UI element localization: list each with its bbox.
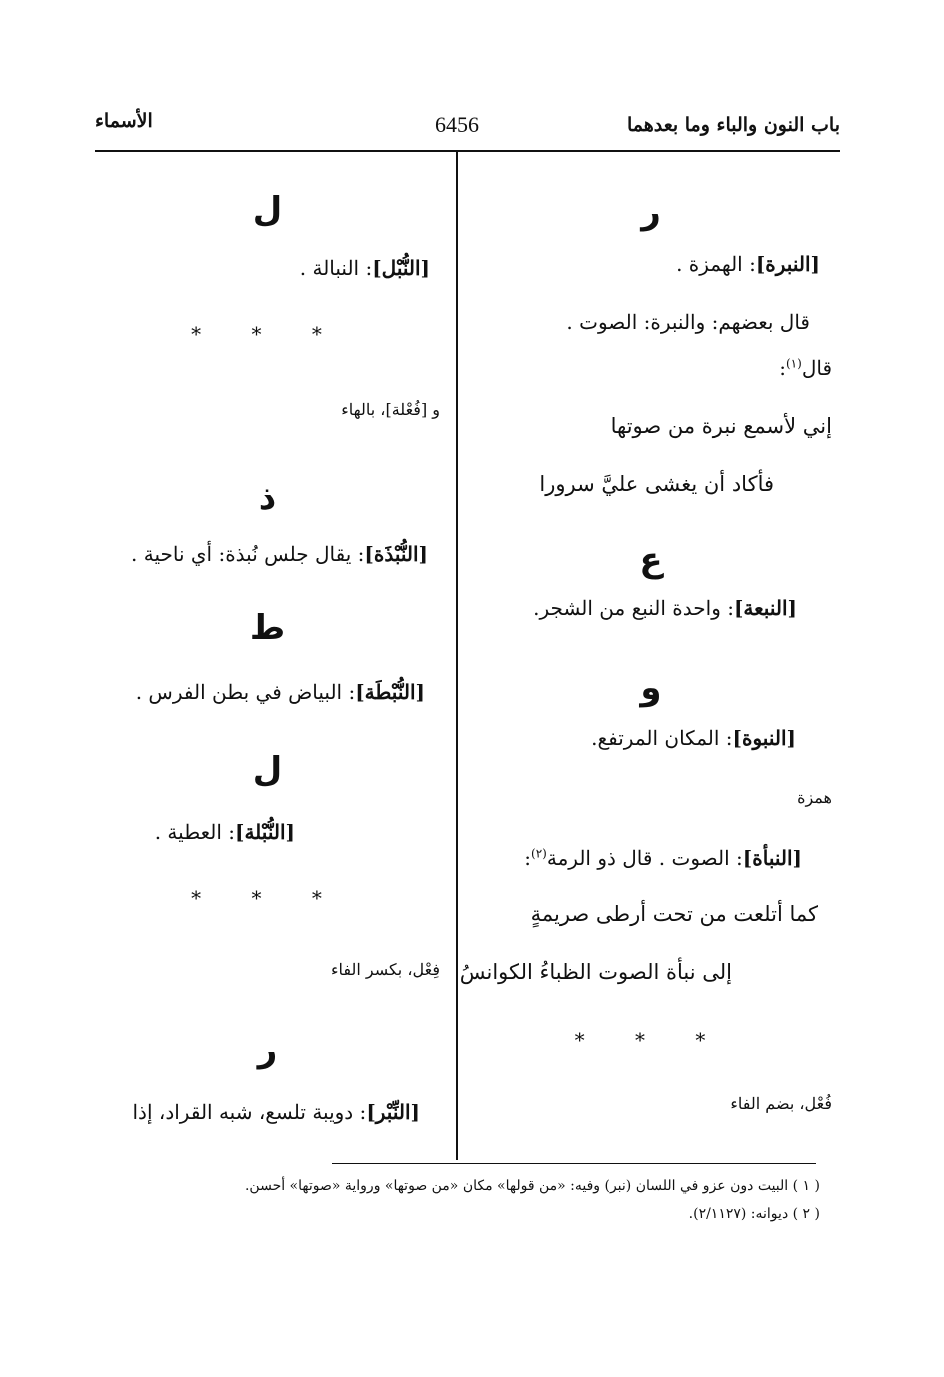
left-entry	[95, 1100, 440, 1124]
right-entry	[470, 846, 832, 870]
entry-tail: :	[524, 846, 532, 870]
footnote-rule	[332, 1163, 816, 1164]
entry-tail: :	[779, 356, 786, 380]
entry-definition: : الصوت . قال ذو الرمة	[546, 846, 743, 870]
left-entry	[95, 820, 440, 844]
entry-headword: [النبعة]	[733, 596, 797, 620]
footnote-ref: (٢)	[531, 846, 547, 861]
right-verse: فأكاد أن يغشى عليَّ سرورا	[539, 472, 774, 496]
entry-definition: : المكان المرتفع.	[591, 726, 733, 750]
entry-headword: [النُّبْل]	[372, 256, 430, 280]
footnote-ref: (١)	[785, 356, 802, 371]
right-heading: فُعْل، بضم الفاء	[730, 1094, 832, 1113]
left-letter: ط	[249, 608, 286, 648]
entry-headword: [النبرة]	[755, 252, 820, 276]
entry-definition: قال بعضهم: والنبرة: الصوت .	[566, 310, 810, 334]
left-heading: فِعْل، بكسر الفاء	[330, 960, 440, 979]
entry-headword: [النُّبْذَة]	[364, 542, 428, 566]
right-letter: و	[640, 668, 662, 708]
left-heading: و [فُعْلة]، بالهاء	[341, 400, 440, 419]
right-entry	[470, 596, 832, 620]
right-verse: إلى نبأة الصوت الظباءُ الكوانسُ	[459, 960, 732, 984]
right-letter: ع	[639, 540, 663, 580]
section-title: الأسماء	[95, 110, 153, 132]
entry-definition: : يقال جلس نُبذة: أي ناحية .	[131, 542, 365, 566]
entry-definition: قال	[801, 356, 832, 380]
left-entry	[95, 256, 440, 280]
entry-definition: : النبالة .	[299, 256, 373, 280]
entry-headword: [النِّبْر]	[366, 1100, 420, 1124]
page-header	[95, 108, 840, 152]
right-entry	[470, 356, 832, 380]
right-entry	[470, 310, 832, 334]
left-letter: ل	[252, 750, 283, 790]
right-stars: * * *	[574, 1028, 728, 1052]
left-letter: ر	[257, 1030, 278, 1070]
left-entry	[95, 542, 440, 566]
footnotes	[180, 1178, 820, 1234]
entry-definition: : الهمزة .	[676, 252, 756, 276]
entry-headword: [النُّبْلة]	[235, 820, 295, 844]
entry-definition: : دويبة تلسع، شبه القراد، إذا	[132, 1100, 367, 1124]
entry-definition: : واحدة النبع من الشجر.	[533, 596, 734, 620]
entry-definition: : العطية .	[154, 820, 235, 844]
entry-headword: [النُّبْطَة]	[355, 680, 425, 704]
left-entry	[95, 680, 440, 704]
entry-definition: : البياض في بطن الفرس .	[135, 680, 356, 704]
footnote-2: ( ٢ ) ديوانه: (٢/١١٢٧).	[688, 1206, 820, 1222]
entry-headword: [النبأة]	[742, 846, 802, 870]
chapter-title: باب النون والباء وما بعدهما	[626, 114, 840, 136]
right-letter: ر	[641, 192, 661, 232]
page-number: 6456	[435, 112, 479, 137]
right-verse: إني لأسمع نبرة من صوتها	[610, 414, 832, 438]
header-rule	[95, 150, 840, 152]
left-letter: ذ	[258, 478, 277, 518]
footnote-1: ( ١ ) البيت دون عزو في اللسان (نبر) وفيه: «من قولها» مكان «من صوتها» ورواية «صوتها» أحسن.	[244, 1178, 820, 1194]
left-stars: * * *	[191, 886, 344, 910]
left-letter: ل	[252, 190, 283, 230]
right-entry	[470, 726, 832, 750]
right-entry	[470, 252, 832, 276]
entry-headword: [النبوة]	[732, 726, 796, 750]
right-verse: كما أتلعت من تحت أرطى صريمةٍ	[530, 902, 818, 926]
column-divider	[456, 152, 458, 1160]
right-heading: همزة	[797, 788, 832, 807]
left-stars: * * *	[191, 322, 344, 346]
